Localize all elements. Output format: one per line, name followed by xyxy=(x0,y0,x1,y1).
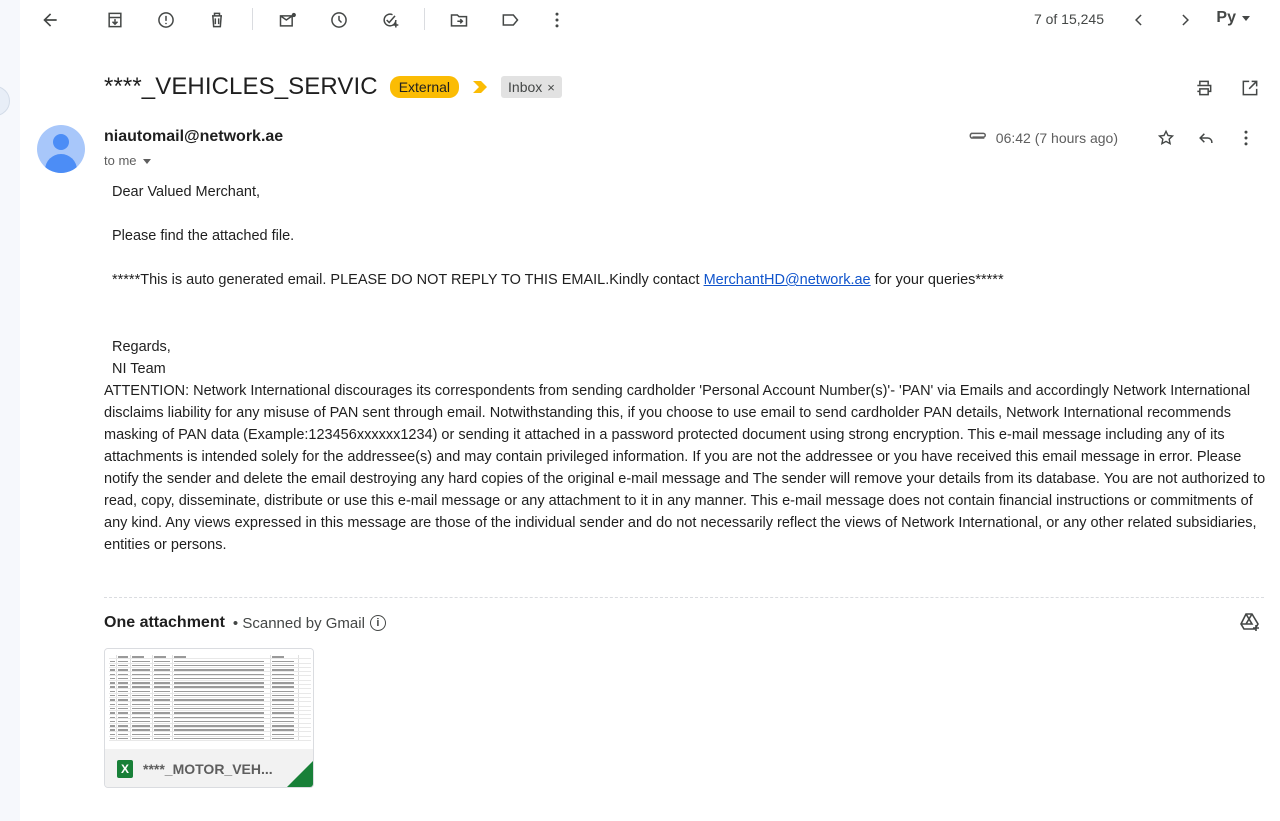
spreadsheet-preview xyxy=(105,649,314,749)
excel-file-icon: X xyxy=(117,760,133,778)
attachment-icon xyxy=(966,131,988,145)
add-to-drive-icon[interactable] xyxy=(1238,610,1262,634)
left-rail xyxy=(0,0,20,821)
attachment-footer xyxy=(105,749,314,788)
remove-label-button[interactable]: × xyxy=(547,79,555,95)
attachments-title: One attachment xyxy=(104,614,225,631)
reply-icon[interactable] xyxy=(1192,124,1220,152)
input-language-selector[interactable] xyxy=(1216,9,1250,27)
message-meta xyxy=(966,124,1260,152)
recipient-details-toggle[interactable] xyxy=(104,153,151,168)
disclaimer: ATTENTION: Network International discourages its correspondents from sending cardholder 'Personal Account Number(s)'- 'PAN' via Emails and accordingly Network International disclaims liability for any misuse of PAN sent through email. Notwithstanding this, if you choose to use email to send cardholder PAN details, Network International recommends masking of PAN data (Example:123456xxxxxx1234) or sending it attached in a password protected document using strong encryption. This e-mail message including any of its attachments is intended solely for the addressee(s) and may contain privileged information. If you are not the addressee or you have received this email message in error. Please notify the sender and delete the email destroying any hard copies of the original e-mail message and The sender will remove your details from its database. You are not authorized to read, copy, disseminate, distribute or use this e-mail message or any attachment to it in any manner. This e-mail message does not contain financial instructions or commitments of any kind. Any views expressed in this message are those of the individual sender and do not necessarily reflect the views of Network International, or any other related subsidiaries, entities or persons. xyxy=(104,383,1266,553)
chevron-down-icon xyxy=(1242,16,1250,21)
attachments-header xyxy=(104,614,386,632)
signature-team: NI Team xyxy=(112,361,166,377)
message-time: 06:42 (7 hours ago) xyxy=(995,130,1118,146)
merchant-hd-email-link[interactable]: MerchantHD@network.ae xyxy=(703,272,871,288)
scanned-label: • Scanned by Gmail xyxy=(232,614,365,632)
header-actions xyxy=(1190,74,1264,102)
body-line: Please find the attached file. xyxy=(112,228,295,244)
sheet-row xyxy=(109,737,311,741)
report-spam-icon[interactable] xyxy=(152,6,180,34)
attachment-filename: ****_MOTOR_VEH... xyxy=(143,761,273,777)
chevron-down-icon xyxy=(143,159,151,164)
message-toolbar xyxy=(20,0,1280,38)
sender-email[interactable]: niautomail@network.ae xyxy=(104,128,284,145)
auto-notice xyxy=(112,272,1004,288)
rail-handle[interactable] xyxy=(0,86,10,116)
snooze-icon[interactable] xyxy=(325,6,353,34)
next-icon[interactable] xyxy=(1171,6,1199,34)
mark-unread-icon[interactable] xyxy=(274,6,302,34)
external-badge: External xyxy=(390,76,459,98)
attachments-divider xyxy=(104,597,1264,598)
print-icon[interactable] xyxy=(1190,74,1218,102)
scanned-by-gmail xyxy=(233,615,386,632)
move-to-icon[interactable] xyxy=(445,6,473,34)
greeting: Dear Valued Merchant, xyxy=(112,184,261,200)
archive-icon[interactable] xyxy=(101,6,129,34)
inbox-label-chip xyxy=(501,76,562,98)
regards: Regards, xyxy=(112,339,171,355)
pager-count: 7 of 15,245 xyxy=(1033,11,1104,27)
add-task-icon[interactable] xyxy=(376,6,404,34)
auto-notice-pre: *****This is auto generated email. PLEASE DO NOT REPLY TO THIS EMAIL.Kindly contact xyxy=(112,272,704,288)
prev-icon[interactable] xyxy=(1125,6,1153,34)
open-in-new-window-icon[interactable] xyxy=(1236,74,1264,102)
input-language-label: Pу xyxy=(1216,9,1236,26)
subject-row xyxy=(104,70,1264,104)
message-more-icon[interactable] xyxy=(1232,124,1260,152)
inbox-label-text: Inbox xyxy=(508,79,543,95)
info-icon[interactable]: i xyxy=(370,615,386,631)
file-corner-icon xyxy=(287,761,313,787)
sender-avatar[interactable] xyxy=(37,125,85,173)
recipient-label: to me xyxy=(104,153,137,168)
email-subject: ****_VEHICLES_SERVIC xyxy=(104,73,378,100)
delete-icon[interactable] xyxy=(203,6,231,34)
importance-marker-icon[interactable] xyxy=(473,81,487,93)
label-icon[interactable] xyxy=(496,6,524,34)
back-icon[interactable] xyxy=(36,6,64,34)
attachment-card[interactable] xyxy=(104,648,314,788)
star-icon[interactable] xyxy=(1152,124,1180,152)
more-vert-icon[interactable] xyxy=(543,6,571,34)
auto-notice-post: for your queries***** xyxy=(870,272,1004,288)
